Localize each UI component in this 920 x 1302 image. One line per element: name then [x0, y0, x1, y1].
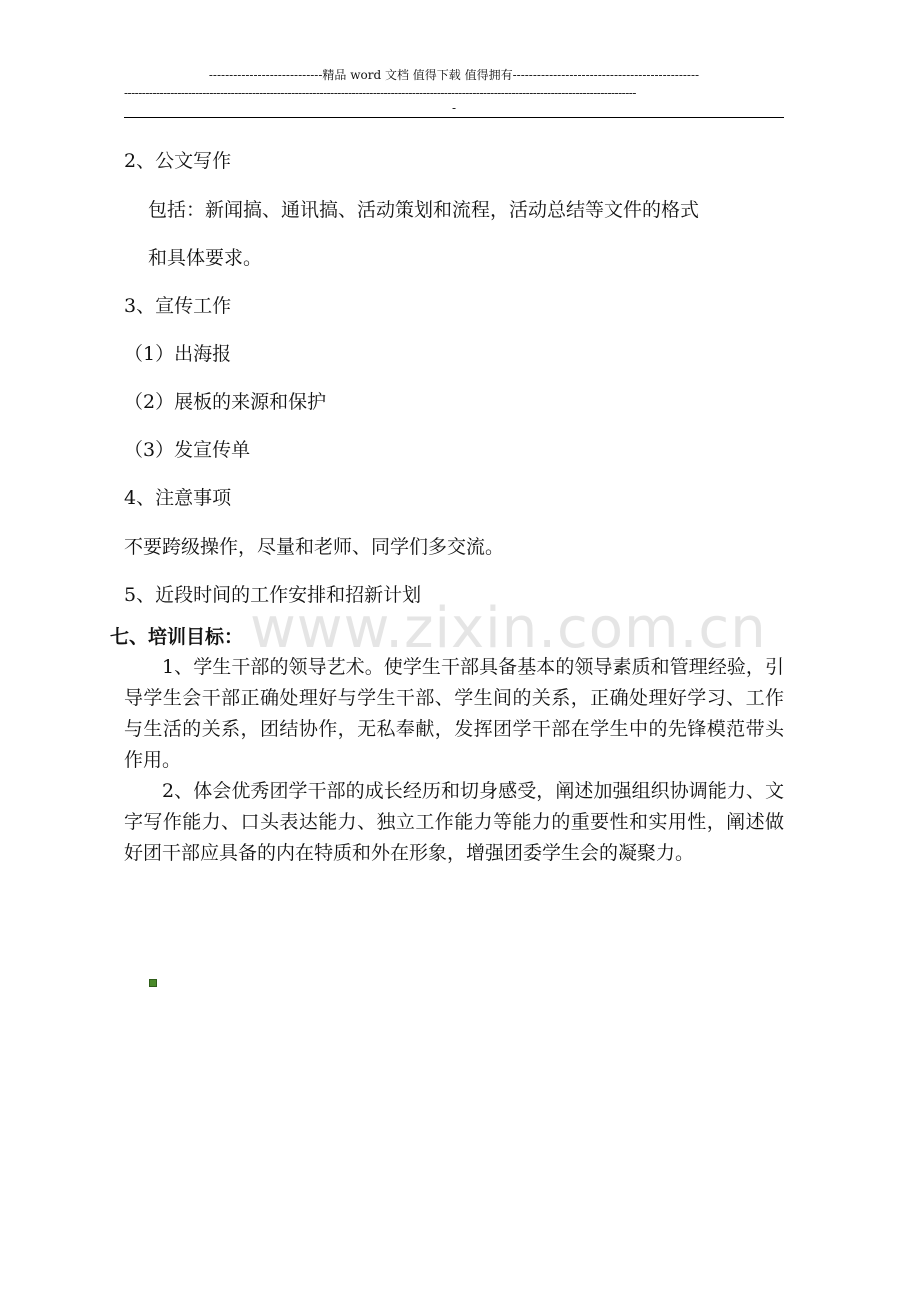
writing-body-line2: 和具体要求。 — [148, 247, 263, 269]
section-title-notes: 4、注意事项 — [124, 487, 232, 509]
publicity-item-3: （3）发宣传单 — [124, 439, 251, 461]
section-heading-goals: 七、培训目标： — [110, 626, 244, 648]
section-title-recent: 5、近段时间的工作安排和招新计划 — [124, 584, 422, 606]
page-header-dash-end: - — [451, 101, 457, 115]
page-header-banner: ----------------------------精品 word 文档 值得下载 值得拥有---------------------------------------------- — [208, 68, 700, 82]
publicity-item-1: （1）出海报 — [124, 343, 232, 365]
writing-body-line1: 包括：新闻搞、通讯搞、活动策划和流程，活动总结等文件的格式 — [148, 199, 700, 221]
section-title-publicity: 3、宣传工作 — [124, 295, 232, 317]
site-watermark: www.zixin.com.cn — [250, 596, 767, 661]
section-title-writing: 2、公文写作 — [124, 150, 232, 172]
anchor-marker — [149, 979, 157, 987]
header-rule — [124, 117, 784, 118]
goals-paragraph-1: 1、学生干部的领导艺术。使学生干部具备基本的领导素质和管理经验，引导学生会干部正确处理好与学生干部、学生间的关系，正确处理好学习、工作与生活的关系，团结协作，无私奉献，发挥团学干部在学生中的先锋模范带头作用。 — [124, 656, 784, 771]
page-header-dashes: ------------------------------------------------------------------------------------------------------------------------------------------------ — [124, 86, 636, 100]
publicity-item-2: （2）展板的来源和保护 — [124, 391, 327, 413]
notes-body: 不要跨级操作，尽量和老师、同学们多交流。 — [124, 536, 505, 558]
goals-paragraph-2: 2、体会优秀团学干部的成长经历和切身感受，阐述加强组织协调能力、文字写作能力、口头表达能力、独立工作能力等能力的重要性和实用性，阐述做好团干部应具备的内在特质和外在形象，增强团委学生会的凝聚力。 — [124, 780, 784, 864]
